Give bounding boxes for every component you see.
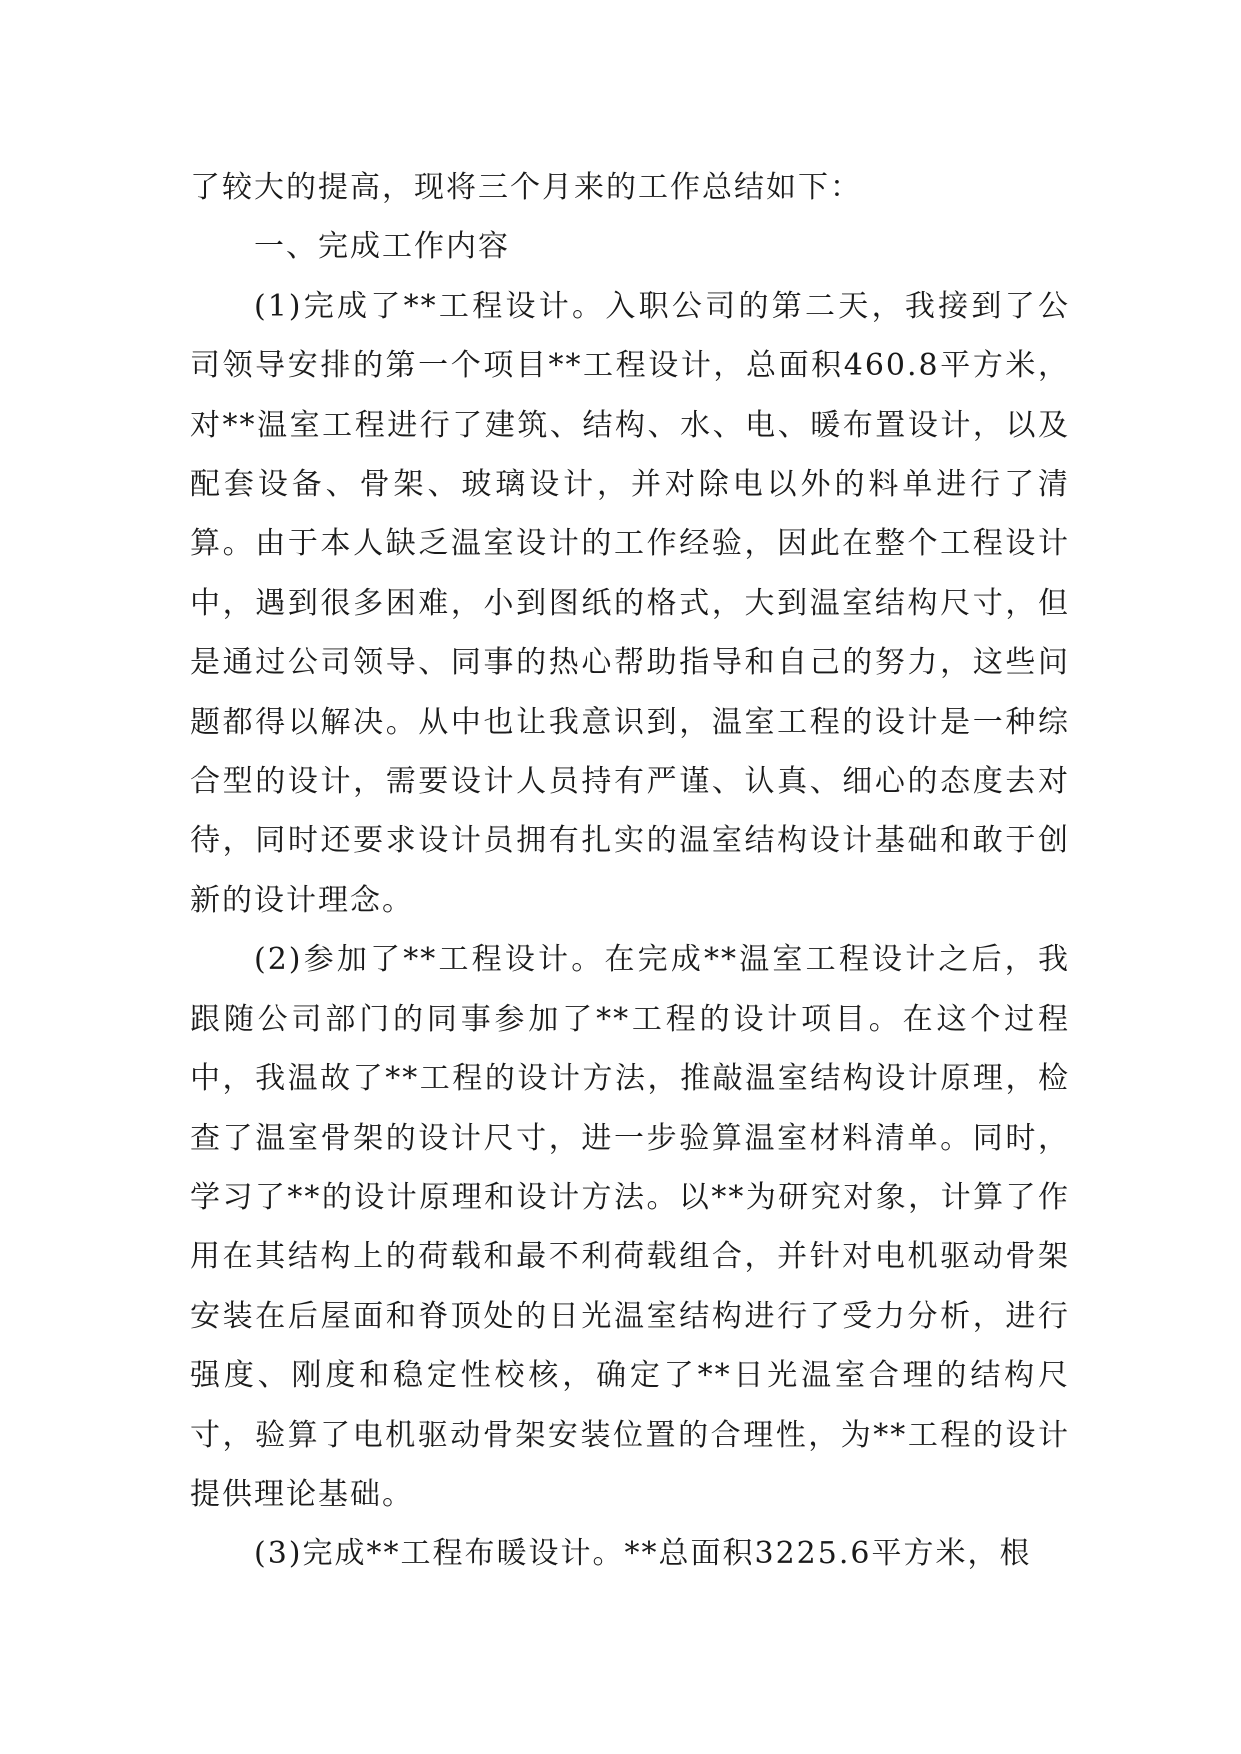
section-heading: 一、完成工作内容 (254, 229, 510, 265)
paragraph-item-2: (2)参加了**工程设计。在完成**温室工程设计之后，我跟随公司部门的同事参加了**工程的设计项目。在这个过程中，我温故了**工程的设计方法，推敲温室结构设计原理，检查了温室骨架的设计尺寸，进一步验算温室材料清单。同时，学习了**的设计原理和设计方法。以**为研究对象，计算了作用在其结构上的荷载和最不利荷载组合，并针对电机驱动骨架安装在后屋面和脊顶处的日光温室结构进行了受力分析，进行强度、刚度和稳定性校核，确定了**日光温室合理的结构尺寸，验算了电机驱动骨架安装位置的合理性，为**工程的设计提供理论基础。 (190, 942, 1070, 1512)
document-body (190, 158, 1070, 1584)
paragraph-item-1: (1)完成了**工程设计。入职公司的第二天，我接到了公司领导安排的第一个项目**工程设计，总面积460.8平方米，对**温室工程进行了建筑、结构、水、电、暖布置设计，以及配套设备、骨架、玻璃设计，并对除电以外的料单进行了清算。由于本人缺乏温室设计的工作经验，因此在整个工程设计中，遇到很多困难，小到图纸的格式，大到温室结构尺寸，但是通过公司领导、同事的热心帮助指导和自己的努力，这些问题都得以解决。从中也让我意识到，温室工程的设计是一种综合型的设计，需要设计人员持有严谨、认真、细心的态度去对待，同时还要求设计员拥有扎实的温室结构设计基础和敢于创新的设计理念。 (190, 288, 1070, 918)
paragraph-item-3: (3)完成**工程布暖设计。**总面积3225.6平方米，根 (254, 1536, 1032, 1572)
paragraph-continuation: 了较大的提高，现将三个月来的工作总结如下： (190, 170, 862, 205)
